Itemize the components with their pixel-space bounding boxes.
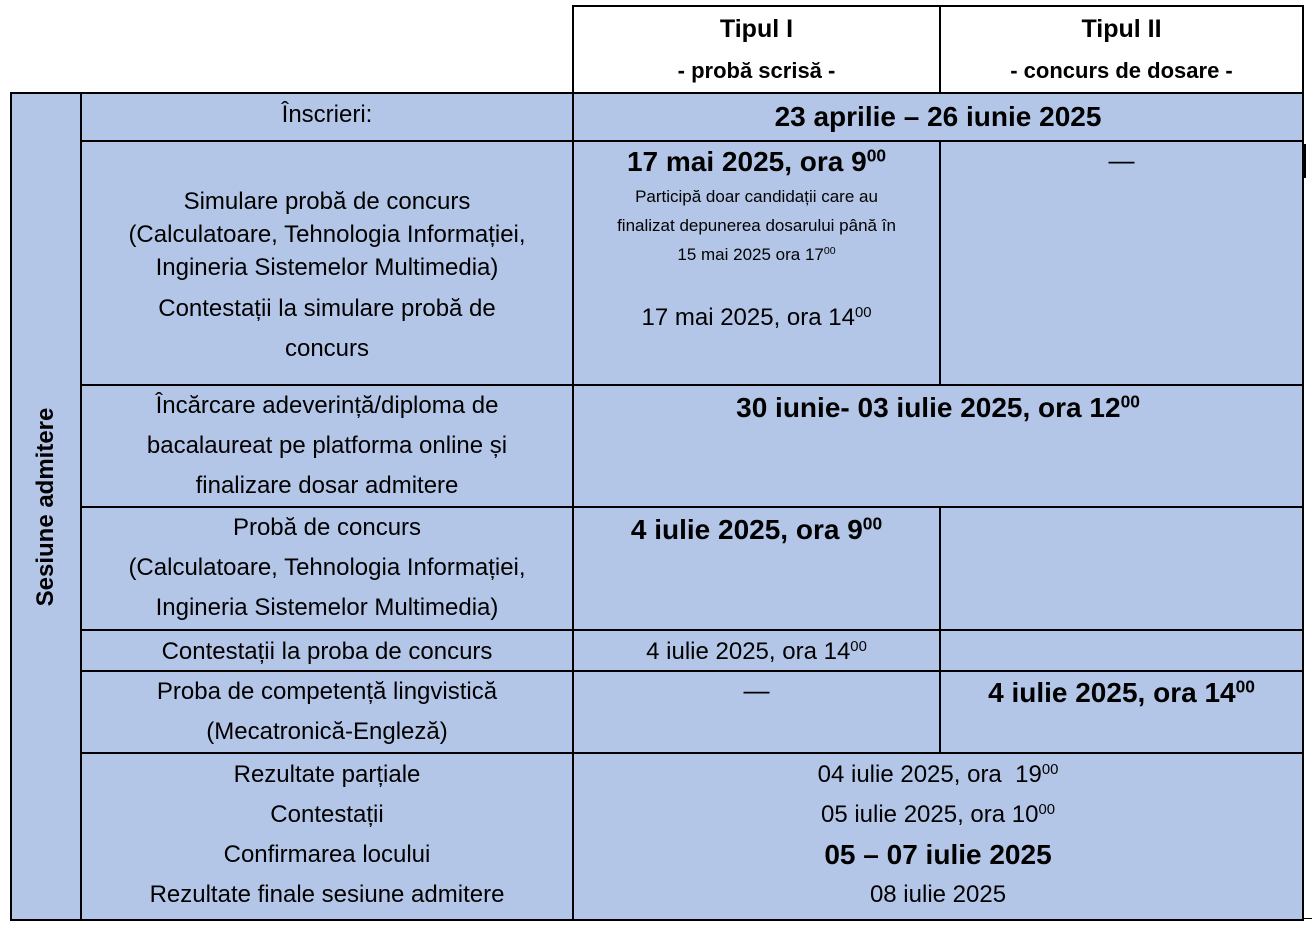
simulare-tip1-cell xyxy=(572,140,941,386)
rezultate-label-cell xyxy=(80,752,574,921)
rezultate-label-line: Rezultate parțiale xyxy=(233,761,421,788)
tip1-title: Tipul I xyxy=(719,15,794,43)
simulare-label-line: Simulare probă de concurs xyxy=(183,188,471,215)
simulare-label-line: Contestații la simulare probă de xyxy=(158,295,496,322)
proba-tip2-cell xyxy=(939,506,1304,631)
proba-label-line: Ingineria Sistemelor Multimedia) xyxy=(155,594,499,621)
proba-label-cell xyxy=(80,506,574,631)
simulare-tip2-cell xyxy=(939,140,1304,386)
rezultate-label-line: Confirmarea locului xyxy=(223,841,431,868)
incarcare-value-sup: 00 xyxy=(1120,391,1140,412)
incarcare-value-cell xyxy=(572,384,1304,508)
proba-tip1-value: 4 iulie 2025, ora 9 xyxy=(630,514,863,545)
tip2-subtitle: - concurs de dosare - xyxy=(1010,58,1233,83)
lingvistica-label-line: Proba de competență lingvistică xyxy=(156,678,498,705)
incarcare-label-cell xyxy=(80,384,574,508)
incarcare-label-line: Încărcare adeverință/diploma de xyxy=(155,392,499,419)
lingvistica-tip2-value: 4 iulie 2025, ora 14 xyxy=(988,677,1236,708)
header-tip2 xyxy=(939,5,1304,94)
lingvistica-label-line: (Mecatronică-Engleză) xyxy=(206,718,448,745)
tip1-subtitle: - probă scrisă - xyxy=(677,58,836,83)
proba-tip1-cell: 4 iulie 2025, ora $9^{00}$ xyxy=(572,506,941,631)
incarcare-label-line: bacalaureat pe platforma online și xyxy=(146,432,508,459)
contestatii-proba-tip1-value: 4 iulie 2025, ora 14 xyxy=(646,638,851,665)
lingvistica-tip1-cell xyxy=(572,670,941,754)
lingvistica-tip2-cell: 4 iulie 2025, ora $14^{00}$ xyxy=(939,670,1304,754)
inscrieri-value-cell xyxy=(572,92,1304,142)
contestatii-proba-label-cell xyxy=(80,629,574,672)
tip2-title: Tipul II xyxy=(1081,15,1162,43)
rezultate-finale-value: 08 iulie 2025 xyxy=(869,881,1007,908)
simulare-label-cell xyxy=(80,140,574,386)
simulare-contestatii-date: 17 mai 2025, ora $14^{00}$ xyxy=(641,304,872,331)
inscrieri-label-cell xyxy=(80,92,574,142)
sesiune-admitere-side-cell xyxy=(10,92,82,921)
simulare-note-line: finalizat depunerea dosarului până în xyxy=(617,216,896,235)
sesiune-admitere-label: Sesiune admitere xyxy=(32,407,59,606)
contestatii-proba-tip2-cell xyxy=(939,629,1304,672)
simulare-label-line: concurs xyxy=(284,335,370,362)
proba-label-line: (Calculatoare, Tehnologia Informației, xyxy=(128,554,526,581)
contestatii-proba-label: Contestații la proba de concurs xyxy=(161,638,493,665)
rezultate-contestatii-value: 05 iulie 2025, ora $10^{00}$ xyxy=(820,801,1056,828)
corner-mark xyxy=(1304,918,1312,919)
simulare-label-line: (Calculatoare, Tehnologia Informației, xyxy=(128,221,526,248)
simulare-label-line: Ingineria Sistemelor Multimedia) xyxy=(155,254,499,281)
incarcare-label-line: finalizare dosar admitere xyxy=(195,472,459,499)
proba-label-line: Probă de concurs xyxy=(232,514,422,541)
rezultate-value-cell xyxy=(572,752,1304,921)
incarcare-value: 30 iunie- 03 iulie 2025, ora 12 xyxy=(736,392,1121,423)
rezultate-partiale-value: 04 iulie 2025, ora $19^{00}$ xyxy=(817,761,1059,788)
corner-mark xyxy=(1304,144,1306,178)
simulare-tip2-dash: — xyxy=(1108,145,1135,175)
simulare-note-line: Participă doar candidații care au xyxy=(635,187,878,206)
header-tip1 xyxy=(572,5,941,94)
inscrieri-value: 23 aprilie – 26 iunie 2025 xyxy=(774,101,1102,132)
confirmarea-locului-value: 05 – 07 iulie 2025 xyxy=(824,839,1052,870)
simulare-date: 17 mai 2025, ora $9^{00}$ xyxy=(626,145,887,177)
rezultate-label-line: Contestații xyxy=(270,801,384,828)
simulare-note-line: 15 mai 2025 ora $17^{00}$ xyxy=(677,245,836,264)
lingvistica-tip1-dash: — xyxy=(743,675,770,705)
rezultate-label-line: Rezultate finale sesiune admitere xyxy=(149,881,505,908)
contestatii-proba-tip1-cell: 4 iulie 2025, ora $14^{00}$ xyxy=(572,629,941,672)
lingvistica-label-cell xyxy=(80,670,574,754)
inscrieri-label: Înscrieri: xyxy=(281,101,373,128)
